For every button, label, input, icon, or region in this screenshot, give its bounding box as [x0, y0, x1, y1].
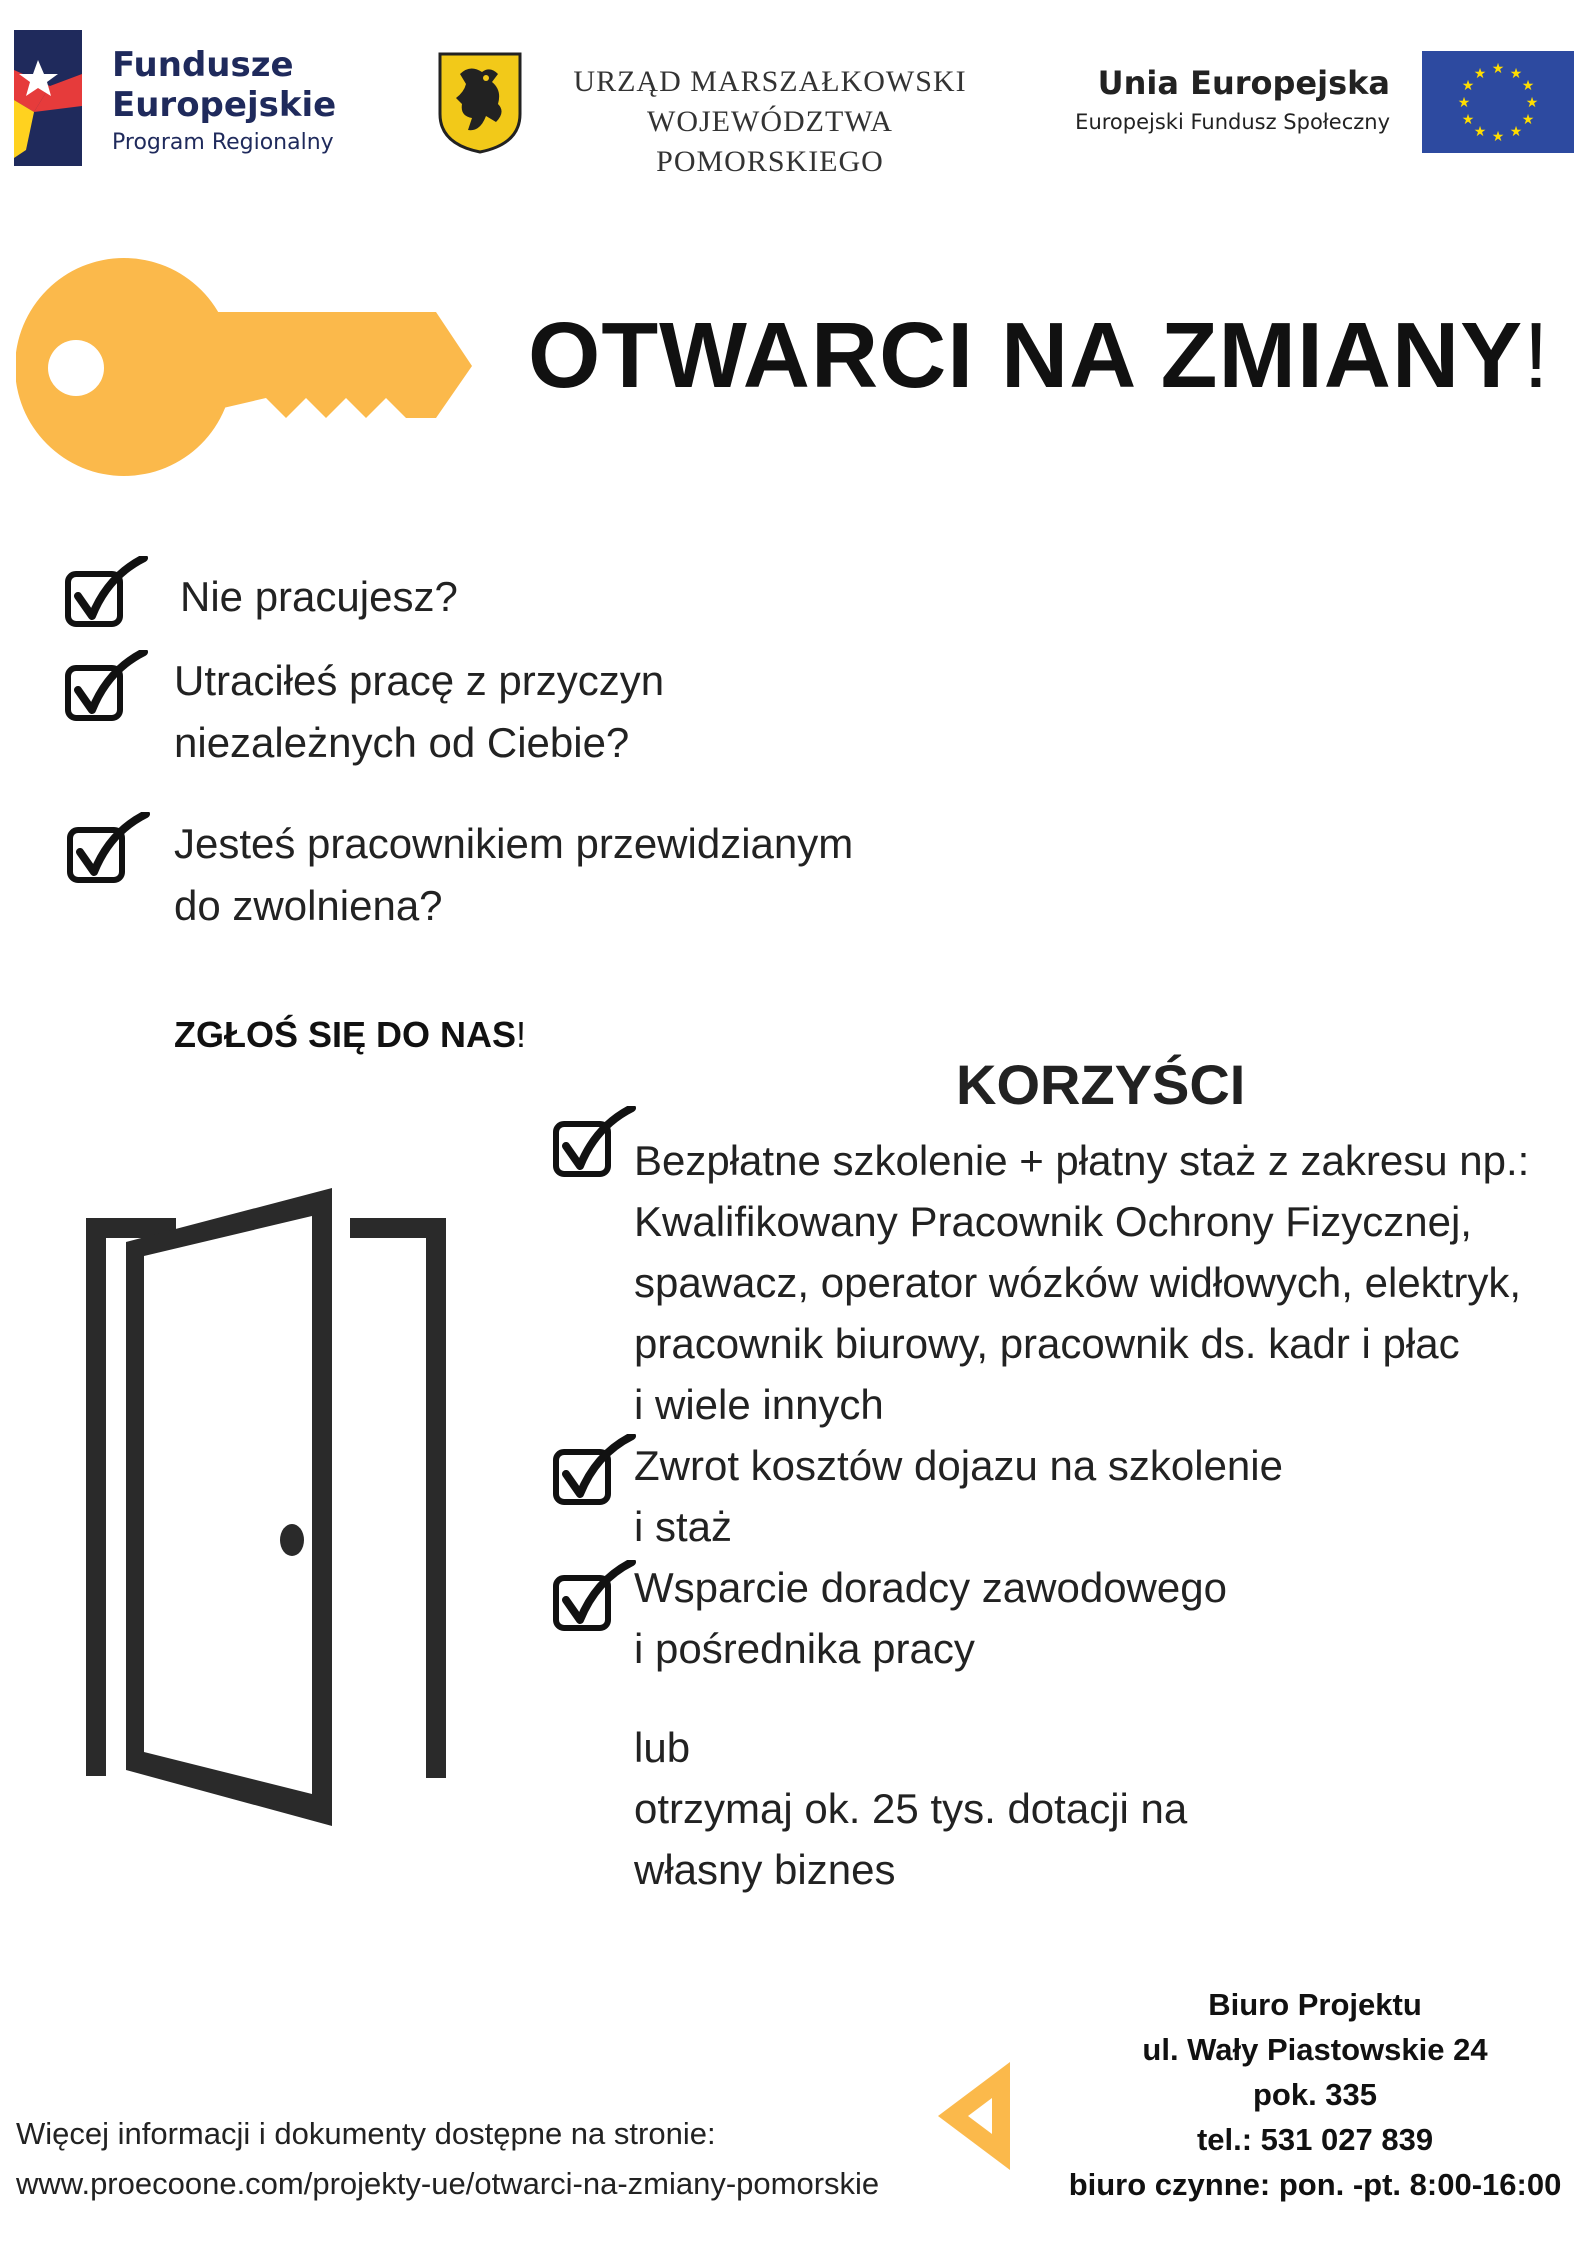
hero-title-excl: !: [1523, 303, 1550, 407]
benefit-line: Wsparcie doradcy zawodowego: [634, 1564, 1227, 1611]
office-room: pok. 335: [1252, 2077, 1378, 2112]
question-line: niezależnych od Ciebie?: [174, 719, 630, 766]
question-line: do zwolniena?: [174, 882, 443, 929]
key-icon: [16, 258, 476, 476]
svg-text:★: ★: [1509, 124, 1523, 140]
svg-text:★: ★: [1525, 95, 1539, 111]
cta-text-main: ZGŁOŚ SIĘ DO NAS: [174, 1014, 517, 1055]
ue-subtitle: Europejski Fundusz Społeczny: [1075, 110, 1390, 134]
svg-text:★: ★: [1473, 66, 1487, 82]
question-line: Utraciłeś pracę z przyczyn: [174, 657, 665, 704]
checkbox-checked-icon: [552, 1560, 636, 1634]
cta-text: [174, 1014, 526, 1056]
um-line2: WOJEWÓDZTWA POMORSKIEGO: [647, 105, 893, 178]
checkbox-checked-icon: [64, 556, 148, 630]
benefit-line: spawacz, operator wózków widłowych, elektryk,: [634, 1259, 1522, 1306]
benefit-line: Zwrot kosztów dojazu na szkolenie: [634, 1442, 1283, 1489]
fe-subtitle: Program Regionalny: [112, 130, 334, 155]
footer-info-line1: Więcej informacji i dokumenty dostępne na stronie:: [16, 2116, 716, 2151]
svg-text:★: ★: [1473, 124, 1487, 140]
checkbox-checked-icon: [552, 1434, 636, 1508]
triangle-arrow-icon: [936, 2060, 1012, 2172]
benefit-line: pracownik biurowy, pracownik ds. kadr i płac: [634, 1320, 1460, 1367]
ue-title: Unia Europejska: [1097, 64, 1390, 102]
benefit-line: i staż: [634, 1503, 733, 1550]
office-hours: biuro czynne: pon. -pt. 8:00-16:00: [1068, 2167, 1562, 2202]
benefit-line: i wiele innych: [634, 1381, 884, 1428]
svg-text:★: ★: [1461, 78, 1475, 94]
question-line: Nie pracujesz?: [180, 573, 458, 620]
um-line1: URZĄD MARSZAŁKOWSKI: [573, 65, 967, 98]
checkbox-checked-icon: [66, 812, 150, 886]
svg-text:★: ★: [1491, 129, 1505, 145]
svg-text:★: ★: [1457, 95, 1471, 111]
alt-word: lub: [634, 1724, 691, 1771]
cta-excl: !: [516, 1014, 527, 1055]
fe-emblem-icon: [14, 30, 82, 166]
svg-text:★: ★: [1461, 112, 1475, 128]
checkbox-checked-icon: [552, 1106, 636, 1180]
alt-line1: otrzymaj ok. 25 tys. dotacji na: [634, 1785, 1188, 1832]
benefits-title: KORZYŚCI: [956, 1053, 1246, 1116]
benefit-line: i pośrednika pracy: [634, 1625, 975, 1672]
benefit-line: Kwalifikowany Pracownik Ochrony Fizycznej,: [634, 1198, 1472, 1245]
fe-title-line1: Fundusze: [112, 45, 294, 85]
office-title: Biuro Projektu: [1208, 1987, 1422, 2022]
svg-text:★: ★: [1491, 61, 1505, 77]
svg-text:★: ★: [1509, 66, 1523, 82]
eu-flag-icon: [1422, 51, 1574, 153]
office-address: ul. Wały Piastowskie 24: [1142, 2032, 1488, 2067]
hero-title-text: OTWARCI NA ZMIANY: [528, 303, 1524, 407]
svg-text:★: ★: [1521, 78, 1535, 94]
checkbox-checked-icon: [64, 650, 148, 724]
griffin-crest-icon: [438, 52, 522, 154]
alt-line2: własny biznes: [634, 1846, 896, 1893]
fe-title-line2: Europejskie: [112, 85, 337, 125]
open-door-icon: [86, 1186, 456, 1828]
hero-title: [528, 302, 1550, 409]
svg-text:★: ★: [1521, 112, 1535, 128]
question-line: Jesteś pracownikiem przewidzianym: [174, 820, 854, 867]
benefit-line: Bezpłatne szkolenie + płatny staż z zakresu np.:: [634, 1137, 1530, 1184]
office-phone: tel.: 531 027 839: [1196, 2122, 1434, 2157]
footer-url[interactable]: www.proecoone.com/projekty-ue/otwarci-na-zmiany-pomorskie: [16, 2166, 880, 2201]
